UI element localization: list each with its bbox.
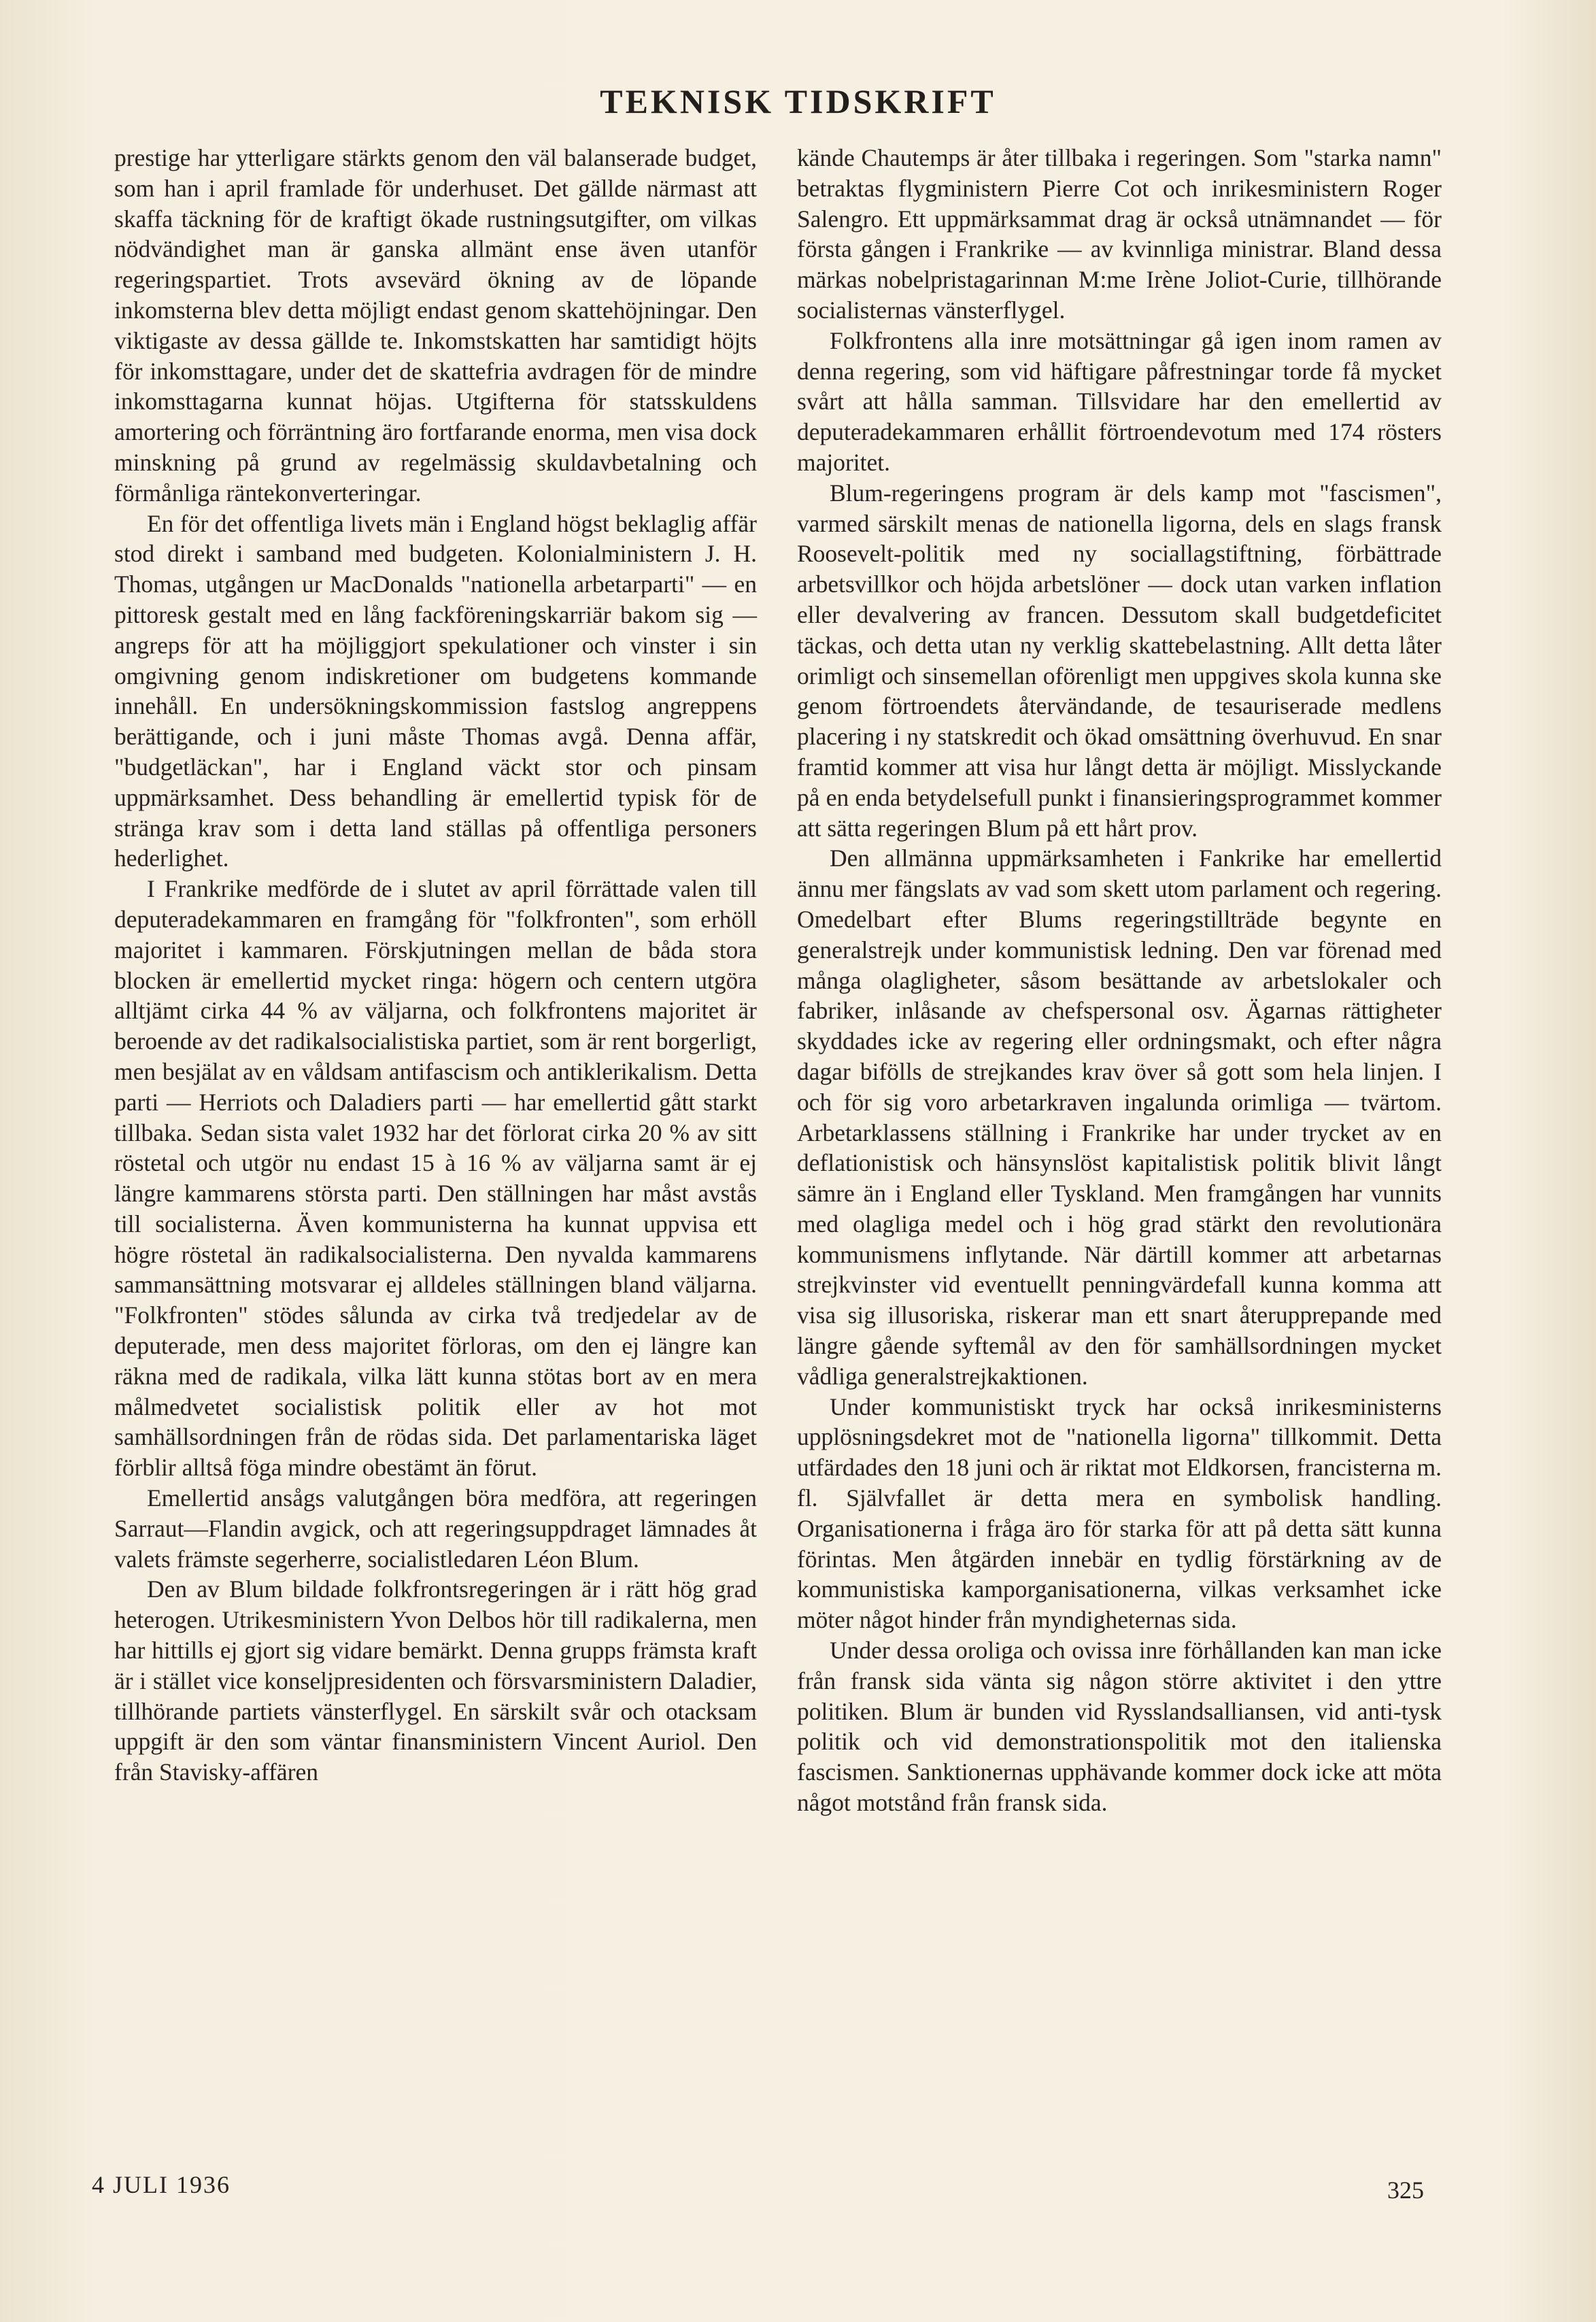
journal-title: TEKNISK TIDSKRIFT [600, 82, 996, 120]
paragraph: Emellertid ansågs valutgången böra medföra, att regeringen Sarraut—Flandin avgick, och att regeringsuppdraget lämnades åt valets främste segerherre, socialistledaren Léon Blum. [114, 1484, 757, 1573]
page-number: 325 [1387, 2176, 1424, 2204]
paragraph: Blum-regeringens program är dels kamp mot "fascismen", varmed särskilt menas de nationella ligorna, dels en slags fransk Roosevelt-politik med ny sociallagstiftning, förbättrade arbetsvillkor och höjda arbetslöner — dock utan varken inflation eller devalvering av francen. Dessutom skall budgetdeficitet täckas, och detta utan ny verklig skattebelastning. Allt detta låter orimligt och sinsemellan oförenligt men uppgives skola kunna ske genom förtroendets återvändande, de tesauriserade medlens placering i ny statskredit och ökad omsättning överhuvud. En snar framtid kommer att visa hur långt detta är möjligt. Misslyckande på en enda betydelsefull punkt i finansieringsprogrammet kommer att sätta regeringen Blum på ett hårt prov. [797, 479, 1442, 842]
paragraph: prestige har ytterligare stärkts genom den väl balanserade budget, som han i april framlade för underhuset. Det gällde närmast att skaffa täckning för de kraftigt ökade rustningsutgifter, om vilkas nödvändighet man är ganska allmänt ense även utanför regeringspartiet. Trots avsevärd ökning av de löpande inkomsterna blev detta möjligt endast genom skattehöjningar. Den viktigaste av dessa gällde te. Inkomstskatten har samtidigt höjts för inkomsttagare, under det de skattefria avdragen för de mindre inkomsttagarna kunnat höjas. Utgifterna för statsskuldens amortering och förräntning äro fortfarande enorma, men visa dock minskning på grund av regelmässig skuldavbetalning och förmånliga räntekonverteringar. [114, 144, 757, 507]
paragraph: kände Chautemps är åter tillbaka i regeringen. Som "starka namn" betraktas flygministern Pierre Cot och inrikesministern Roger Salengro. Ett uppmärksammat drag är också utnämnandet — för första gången i Frankrike — av kvinnliga ministrar. Bland dessa märkas nobelpristagarinnan M:me Irène Joliot-Curie, tillhörande socialisternas vänsterflygel. [797, 144, 1442, 324]
paragraph: Under kommunistiskt tryck har också inrikesministerns upplösningsdekret mot de "nationella ligorna" tillkommit. Detta utfärdades den 18 juni och är riktat mot Eldkorsen, francisterna m. fl. Självfallet är detta mera en symbolisk handling. Organisationerna i fråga äro för starka för att på detta sätt kunna förintas. Men åtgärden innebär en tydlig förstärkning av de kommunistiska kamporganisationerna, vilkas verksamhet icke möter något hinder från myndigheternas sida. [797, 1393, 1442, 1634]
left-column [114, 143, 757, 1788]
paragraph: En för det offentliga livets män i England högst beklaglig affär stod direkt i samband med budgeten. Kolonialministern J. H. Thomas, utgången ur MacDonalds "nationella arbetarparti" — en pittoresk gestalt med en lång fackföreningskarriär bakom sig — angreps för att ha möjliggjort spekulationer och vinster i sin omgivning genom indiskretioner om budgetens kommande innehåll. En undersökningskommission fastslog angreppens berättigande, och i juni måste Thomas avgå. Denna affär, "budgetläckan", har i England väckt stor och pinsam uppmärksamhet. Dess behandling är emellertid typisk för de stränga krav som i detta land ställas på offentliga personers hederlighet. [114, 509, 757, 872]
paragraph: Under dessa oroliga och ovissa inre förhållanden kan man icke från fransk sida vänta sig någon större aktivitet i den yttre politiken. Blum är bunden vid Rysslandsalliansen, vid anti-tysk politik och vid demonstrationspolitik mot den italienska fascismen. Sanktionernas upphävande kommer dock icke att möta något motstånd från fransk sida. [797, 1637, 1442, 1817]
paragraph: Den av Blum bildade folkfrontsregeringen är i rätt hög grad heterogen. Utrikesministern Yvon Delbos hör till radikalerna, men har hittills ej gjort sig vidare bemärkt. Denna grupps främsta kraft är i stället vice konseljpresidenten och försvarsministern Daladier, tillhörande partiets vänsterflygel. En särskilt svår och otacksam uppgift är den som väntar finansministern Vincent Auriol. Den från Stavisky-affären [114, 1575, 757, 1786]
issue-date: 4 JULI 1936 [92, 2171, 231, 2198]
right-column [797, 143, 1442, 1818]
paragraph: I Frankrike medförde de i slutet av april förrättade valen till deputeradekammaren en framgång för "folkfronten", som erhöll majoritet i kammaren. Förskjutningen mellan de båda stora blocken är emellertid mycket ringa: högern och centern utgöra alltjämt cirka 44 % av väljarna, och folkfrontens majoritet är beroende av det radikalsocialistiska partiet, som är rent borgerligt, men besjälat av en våldsam antifascism och antiklerikalism. Detta parti — Herriots och Daladiers parti — har emellertid gått starkt tillbaka. Sedan sista valet 1932 har det förlorat cirka 20 % av sitt röstetal och utgör nu endast 15 à 16 % av väljarna samt är ej längre kammarens största parti. Den ställningen har måst avstås till socialisterna. Även kommunisterna ha kunnat uppvisa ett högre röstetal än radikalsocialisterna. Den nyvalda kammarens sammansättning motsvarar ej alldeles ställningen bland väljarna. "Folkfronten" stödes sålunda av cirka två tredjedelar av de deputerade, men dess majoritet förloras, om den ej längre kan räkna med de radikala, vilka lätt kunna stötas bort av en mera målmedvetet socialistisk politik eller av hot mot samhällsordningen från de rödas sida. Det parlamentariska läget förblir alltså föga mindre obestämt än förut. [114, 875, 757, 1482]
paragraph: Den allmänna uppmärksamheten i Fankrike har emellertid ännu mer fängslats av vad som skett utom parlament och regering. Omedelbart efter Blums regeringstillträde begynte en generalstrejk under kommunistisk ledning. Den var förenad med många olagligheter, såsom besättande av arbetslokaler och fabriker, inlåsande av chefspersonal osv. Ägarnas rättigheter skyddades icke av regering eller ordningsmakt, och efter några dagar bifölls de strejkandes krav över så gott som hela linjen. I och för sig voro arbetarkraven ingalunda orimliga — tvärtom. Arbetarklassens ställning i Frankrike har under trycket av en deflationistisk och hänsynslöst kapitalistisk politik blivit långt sämre än i England eller Tyskland. Men framgången har vunnits med olagliga medel och i hög grad stärkt den revolutionära kommunismens inflytande. När därtill kommer att arbetarnas strejkvinster vid eventuellt penningvärdefall kunna komma att visa sig illusoriska, riskerar man ett snart återupprepande med längre gående syftemål av den för samhällsordningen mycket vådliga generalstrejkaktionen. [797, 844, 1442, 1390]
paragraph: Folkfrontens alla inre motsättningar gå igen inom ramen av denna regering, som vid häftigare påfrestningar torde få mycket svårt att hålla samman. Tillsvidare har den emellertid av deputeradekammaren erhållit förtroendevotum med 174 rösters majoritet. [797, 326, 1442, 476]
